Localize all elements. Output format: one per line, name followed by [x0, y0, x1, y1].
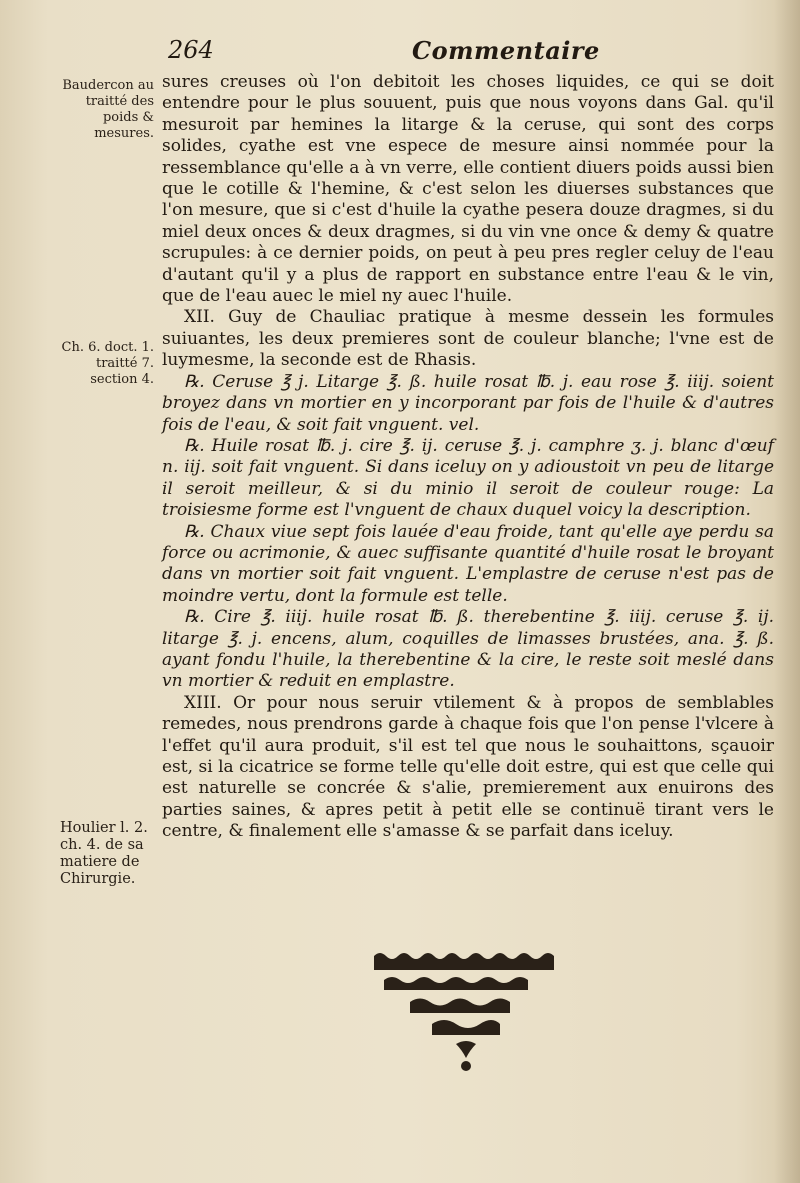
ornament-finial	[456, 1041, 476, 1071]
recipe-ceruse: ℞. Ceruse ℥ j. Litarge ℥. ß. huile rosat ℔. j. eau rose ℥. iiij. soient broyez dans vn mortier en y incorporant par fois de l'huile & d'autres fois de l'eau, & soit fait vnguent. vel.	[162, 371, 774, 435]
margin-note-chapter: Ch. 6. doct. 1. traitté 7. section 4.	[61, 340, 154, 387]
paragraph-xii: XII. Guy de Chauliac pratique à mesme dessein les formules suiuantes, les deux premieres sont de couleur blanche; l'vne est de luymesme, la seconde est de Rhasis.	[162, 307, 774, 371]
ornament-row-2	[384, 977, 528, 990]
margin-note-baudercon: Baudercon au traitté des poids & mesures.	[62, 78, 154, 141]
recipe-emplastre: ℞. Cire ℥. iiij. huile rosat ℔. ß. therebentine ℥. iiij. ceruse ℥. ij. litarge ℥. j. encens, alum, coquilles de limasses brustées, ana. ℥. ß. ayant fondu l'huile, la therebentine & la cire, le reste soit meslé dans vn mortier & reduit en emplastre.	[162, 607, 774, 692]
ornament-row-4	[432, 1020, 500, 1035]
paragraph-measures: sures creuses où l'on debitoit les choses liquides, ce qui se doit entendre pour le plus souuent, puis que nous voyons dans Gal. qu'il mesuroit par hemines la litarge & la ceruse, qui sont des corps solides, cyathe est vne espece de mesure ainsi nommée pour la ressemblance qu'elle a à vn verre, elle contient diuers poids aussi bien que le cotille & l'hemine, & c'est selon les diuerses substances que l'on mesure, que si c'est d'huile la cyathe pesera douze dragmes, si du miel deux onces & deux dragmes, si du vin vne once & demy & quatre scrupules: à ce dernier poids, on peut à peu pres regler celuy de l'eau d'autant qu'il y a plus de rapport en substance entre l'eau & le vin, que de l'eau auec le miel ny auec l'huile.	[162, 72, 774, 307]
recipe-chaux: ℞. Chaux viue sept fois lauée d'eau froide, tant qu'elle aye perdu sa force ou acrimonie, & auec suffisante quantité d'huile rosat le broyant dans vn mortier soit fait vnguent. L'emplastre de ceruse n'est pas de moindre vertu, dont la formule est telle.	[162, 521, 774, 606]
paragraph-xiii: XIII. Or pour nous seruir vtilement & à propos de semblables remedes, nous prendrons garde à chaque fois que l'on pense l'vlcere à l'effet qu'il aura produit, s'il est tel que nous le souhaittons, sçauoir est, si la cicatrice se forme telle qu'elle doit estre, qui est que celle qui est naturelle se concrée & s'alie, premierement aux enuirons des parties saines, & apres petit à petit elle se continuë tirant vers le centre, & finalement elle s'amasse & se parfait dans iceluy.	[162, 692, 774, 842]
page-header	[150, 36, 772, 70]
running-title: Commentaire	[412, 36, 600, 65]
page-number: 264	[168, 36, 214, 64]
ornament-row-1	[374, 953, 554, 970]
ornament-row-3	[410, 999, 510, 1014]
margin-note-houlier: Houlier l. 2. ch. 4. de sa matiere de Chirurgie.	[60, 820, 148, 887]
page-edge-shadow	[774, 0, 800, 1183]
tailpiece-ornament	[370, 950, 570, 1080]
main-text	[162, 72, 774, 843]
recipe-huile-rosat: ℞. Huile rosat ℔. j. cire ℥. ij. ceruse ℥. j. camphre ʒ. j. blanc d'œuf n. iij. soit fait vnguent. Si dans iceluy on y adioustoit vn peu de litarge il seroit meilleur, & si du minio il seroit de couleur rouge: La troisiesme forme est l'vnguent de chaux duquel voicy la description.	[162, 435, 774, 521]
